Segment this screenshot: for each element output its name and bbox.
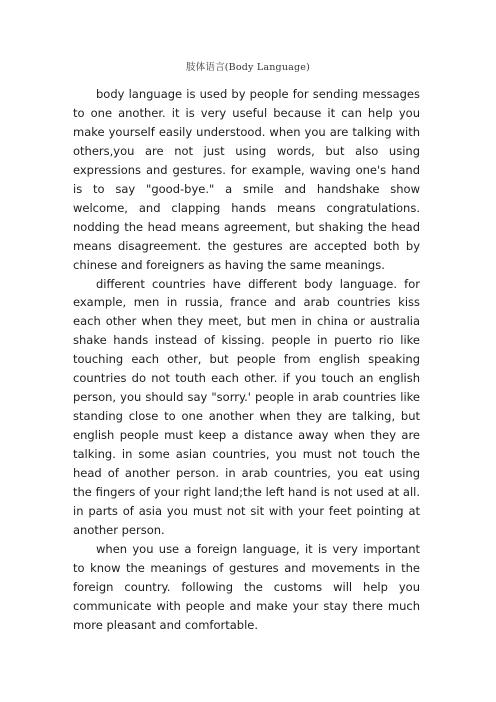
paragraph-2: different countries have different body language. for example, men in russia, france and arab countries kiss each other when they meet, but men in china or australia shake hands instead of kissing. people in puerto rio like touching each other, but people from english speaking countries do not touth each other. if you touch an english person, you should say "sorry.' people in arab countries like standing close to one another when they are talking, but english people must keep a distance away when they are talking. in some asian countries, you must not touch the head of another person. in arab countries, you eat using the fingers of your right land;the left hand is not used at all. in parts of asia you must not sit with your feet pointing at another person. (73, 276, 420, 537)
paragraph-3: when you use a foreign language, it is very important to know the meanings of gestures and movements in the foreign country. following the customs will help you communicate with people and make your stay there much more pleasant and comfortable. (73, 541, 420, 632)
paragraph-1: body language is used by people for sending messages to one another. it is very useful because it can help you make yourself easily understood. when you are talking with others,you are not just using words, but also using expressions and gestures. for example, waving one's hand is to say "good-bye." a smile and handshake show welcome, and clapping hands means congratulations. nodding the head means agreement, but shaking the head means disagreement. the gestures are accepted both by chinese and foreigners as having the same meanings. (73, 87, 420, 272)
document-body (73, 85, 420, 635)
document-title: 肢体语言(Body Language) (185, 62, 311, 73)
